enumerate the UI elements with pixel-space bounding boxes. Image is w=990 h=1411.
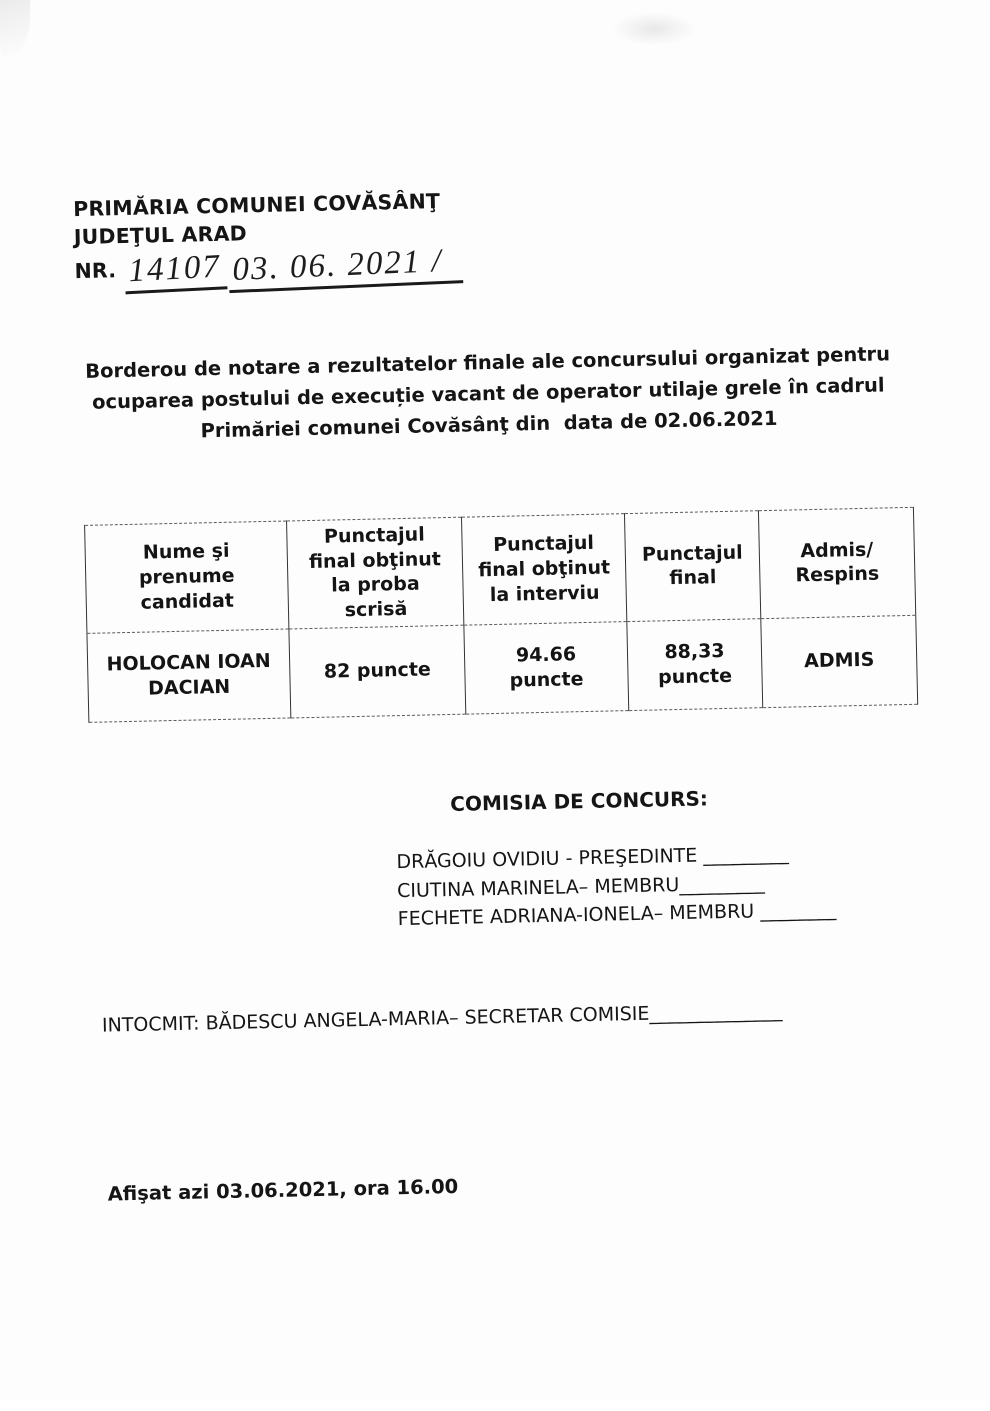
posted-date-line: Afişat azi 03.06.2021, ora 16.00: [107, 1174, 459, 1206]
table-row: [87, 615, 918, 722]
commission-member-1: CIUTINA MARINELA– MEMBRU_________: [396, 871, 765, 902]
document-title-line-2: ocuparea postului de execuție vacant de operator utilaje grele în cadrul: [91, 373, 885, 414]
cell-interview-score: 94.66 puncte: [464, 621, 629, 714]
handwritten-registration-date: 03. 06. 2021 /: [228, 244, 464, 293]
document-title-line-1: Borderou de notare a rezultatelor finale ale concursului organizat pentru: [84, 342, 891, 383]
col-header-final-score: Punctajul final: [624, 511, 760, 622]
cell-written-test-score: 82 puncte: [289, 625, 466, 718]
handwritten-registration-number: 14107: [123, 250, 226, 294]
document-title: [57, 338, 919, 450]
commission-heading: COMISIA DE CONCURS:: [449, 786, 709, 816]
cell-candidate-name: HOLOCAN IOAN DACIAN: [87, 629, 291, 722]
document-title-line-3: Primăriei comunei Covăsânţ din data de 02.06.2021: [200, 406, 778, 443]
nr-label: NR.: [74, 258, 117, 284]
county-name: JUDEŢUL ARAD: [73, 221, 248, 250]
cell-result-status: ADMIS: [761, 615, 918, 707]
commission-members-list: [396, 839, 836, 934]
results-table: [84, 507, 918, 723]
commission-member-president: DRĂGOIU OVIDIU - PREŞEDINTE _________: [396, 842, 790, 874]
registration-number-line: [74, 244, 464, 296]
col-header-candidate-name: Nume şi prenume candidat: [85, 521, 289, 633]
col-header-interview-score: Punctajul final obţinut la interviu: [462, 514, 627, 625]
col-header-admitted-rejected: Admis/ Respins: [758, 507, 915, 618]
letterhead: [73, 187, 464, 296]
org-name: PRIMĂRIA COMUNEI COVĂSÂNŢ: [72, 189, 441, 222]
col-header-written-test-score: Punctajul final obţinut la proba scrisă: [287, 517, 464, 629]
table-header-row: [85, 507, 916, 633]
prepared-by-line: INTOCMIT: BĂDESCU ANGELA-MARIA– SECRETAR COMISIE______________: [101, 999, 783, 1037]
commission-member-2: FECHETE ADRIANA-IONELA– MEMBRU ________: [397, 898, 837, 931]
cell-final-score: 88,33 puncte: [627, 618, 763, 710]
